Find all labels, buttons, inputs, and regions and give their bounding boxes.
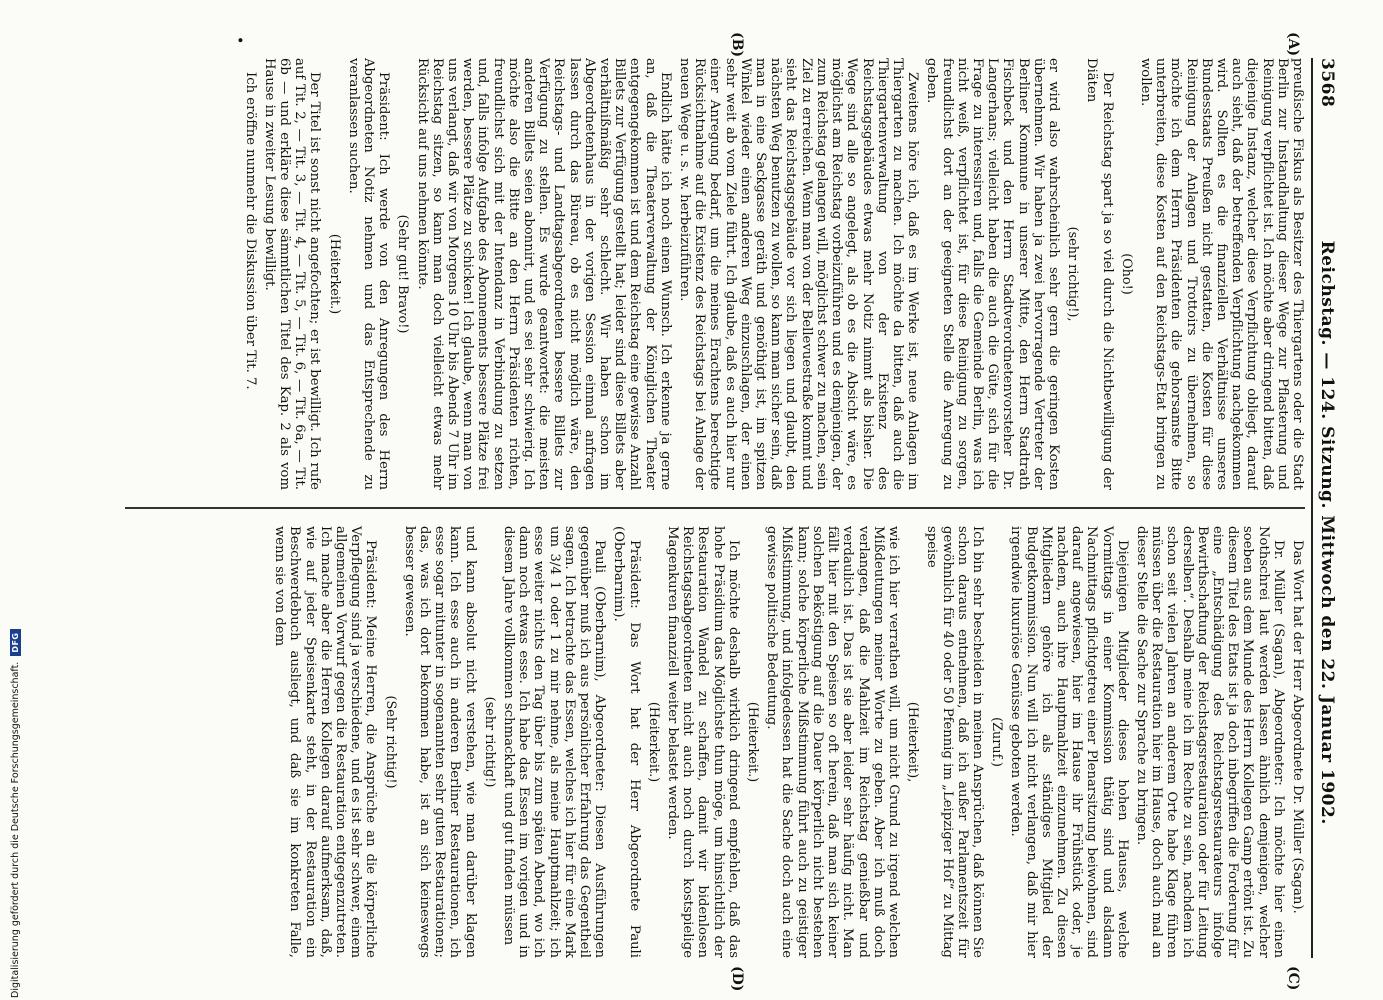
paragraph: preußische Fiskus als Besitzer des Thiergartens oder die Stadt Berlin zur Instandhaltung dieser Wege zur Pflasterung und Reinigung verpflichtet ist. Ich möchte aber dringend bitten, daß diejenige Instanz, welcher diese Verpflichtung obliegt, darauf auch sieht, daß der betreffenden Verpflichtung nachgekommen wird. Sollten es die finanziellen Verhältnisse unseres Bundesstaats Preußen nicht gestatten, die Kosten für diese Reinigung der Anlagen und Trottoirs zu übernehmen, so möchte ich dem Herrn Präsidenten die gehorsamste Bitte unterbreiten, diese Kosten auf den Reichstags-Etat bringen zu wollen.	[1137, 58, 1305, 490]
column-divider	[125, 507, 1305, 509]
session-title: Reichstag. — 124. Sitzung. Mittwoch den 22. Januar 1902.	[1317, 240, 1337, 825]
interjection: (sehr richtig!),	[1065, 226, 1081, 322]
interjection: (Sehr gut! Bravo!)	[395, 214, 411, 334]
margin-marker-b: (B)	[729, 32, 745, 58]
speaker-paragraph: Pauli (Oberbarnim), Abgeordneter: Diesen Ausführungen gegenüber muß ich aus persönlicher Erfahrung das Gegentheil sagen. Ich betrachte das Essen, welches ich hier für eine Mark um 3/4 1 oder 1 zu mir nehme, als meine Hauptmahlzeit; ich esse weiter nichts den Tag über bis zum späten Abend, wo ich dann noch etwas esse. Ich habe das Essen im vorigen und in diesem Jahre vollkommen schmackhaft und gut finden müssen	[501, 526, 608, 958]
funding-text: Digitalisierung gefördert durch die Deutsche Forschungsgemeinschaft.	[10, 661, 21, 998]
margin-marker-a: (A)	[1285, 32, 1301, 57]
left-column	[125, 58, 1305, 490]
dfg-logo: DFG	[10, 630, 21, 656]
text-columns	[125, 32, 1305, 992]
running-head	[1317, 58, 1345, 958]
right-column	[125, 526, 1305, 958]
interjection: (Heiterkeit.)	[645, 701, 661, 783]
interjection: (Oho!)	[1118, 253, 1134, 295]
paragraph: Der Reichstag spart ja so viel durch die Nichtbewilligung der Diäten	[1084, 58, 1115, 490]
speaker-paragraph: Präsident: Meine Herren, die Ansprüche an die körperliche Verpflegung sind ja verschiedene, und es ist sehr schwer, einem allgemeinen Vorwurf gegen die Restauration entgegenzutreten. Ich mache aber die Herren Kollegen darauf aufmerksam, daß, wie auf jeder Speisenkarte steht, in der Restauration ein Beschwerdebuch ausliegt, und daß sie im konkreten Falle, wenn sie von dem	[272, 526, 379, 958]
interjection: (Sehr richtig!)	[382, 695, 398, 789]
interjection: (Heiterkeit),	[905, 701, 921, 783]
speaker-paragraph: Präsident: Das Wort hat der Herr Abgeordnete Pauli (Oberbarnim).	[611, 526, 642, 958]
paragraph: er wird also wahrscheinlich sehr gern die geringen Kosten übernehmen. Wir haben ja zwei hervorragende Vertreter der Berliner Kommune in unserer Mitte, den Herrn Stadtrath Fischbeck und den Herrn Stadtverordnetenvorsteher Dr. Langerhans; vielleicht haben die auch die Güte, sich für die Frage zu interessiren und, falls die Gemeinde Berlin, was ich nicht weiß, verpflichtet ist, für diese Reinigung zu sorgen, freundlichst dort an der geeigneten Stelle die Anregung zu geben.	[924, 58, 1061, 490]
header-rule	[1311, 58, 1313, 958]
speaker-paragraph: Dr. Müller (Sagan), Abgeordneter: Ich möchte hier einen Nothschrei laut werden lassen ähnlich demjenigen, welcher soeben aus dem Munde des Herrn Kollegen Gamp ertönt ist. Zu diesem Titel des Etats ist ja doch inbegriffen die Forderung für eine „Entschädigung des Reichstagsrestaurateurs infolge Bewirthschaftung der Reichstagsrestauration oder für Leitung derselben“. Deshalb meine ich im Rechte zu sein, nachdem ich schon seit vielen Jahren an anderem Orte habe Klage führen müssen über die Restauration hier im Hause, doch auch mal an dieser Stelle die Sache zur Sprache zu bringen.	[1133, 526, 1286, 958]
speaker-paragraph: Präsident: Ich werde von den Anregungen des Herrn Abgeordneten Notiz nehmen und das Entsprechende zu veranlassen suchen.	[345, 58, 392, 490]
paragraph: und kann absolut nicht verstehen, wie man darüber klagen kann. Ich esse auch in anderen Berliner Restaurationen, ich esse sogar mitunter in sogenannten sehr guten Restaurationen; das, was ich dort bekommen habe, ist an sich keineswegs besser gewesen.	[401, 526, 478, 958]
interjection: (Heiterkeit.)	[326, 233, 342, 315]
paragraph: Ich bin sehr bescheiden in meinen Ansprüchen, daß können Sie schon daraus entnehmen, daß ich außer Parlamentszeit für gewöhnlich für 40 oder 50 Pfennig im „Leipziger Hof“ zu Mittag speise	[924, 526, 985, 958]
margin-marker-d: (D)	[729, 966, 745, 992]
funding-footer	[10, 630, 21, 999]
paragraph: Endlich hätte ich noch einen Wunsch. Ich erkenne ja gerne an, daß die Theaterverwaltung der Königlichen Theater entgegengekommen ist und dem Reichstag eine gewisse Anzahl Billets zur Verfügung gestellt hat; leider sind diese Billets aber verhältnißmäßig sehr schlecht. Wir haben schon im Abgeordnetenhaus in der vorigen Session einmal anfragen lassen durch das Büreau, ob es nicht möglich wäre, den Reichstags- und Landtagsabgeordneten bessere Billets zur Verfügung zu stellen. Es wurde geantwortet: die meisten anderen Billets seien abonnirt, und es sei sehr schwierig. Ich möchte also die Bitte an den Herrn Präsidenten richten, freundlichst sich mit der Intendanz in Verbindung zu setzen und, falls infolge Aufgabe des Abonnements bessere Plätze frei werden, bessere Plätze zu schicken! Ich glaube, wenn man von uns verlangt, daß wir von Morgens 10 Uhr bis Abends 7 Uhr im Reichstag sitzen, so kann man doch vielleicht etwas mehr Rücksicht auf uns nehmen könnte.	[414, 58, 673, 490]
interjection: (Zuruf.)	[989, 717, 1005, 767]
paragraph: Zweitens höre ich, daß es im Werke ist, neue Anlagen im Thiergarten zu machen. Ich möchte da bitten, daß auch die Thiergartenverwaltung von der Existenz des Reichstagsgebäudes etwas mehr Notiz nimmt als bisher. Die Wege sind alle so angelegt, als ob es die Absicht wäre, es möglichst am Reichstag vorbeizuführen und es demjenigen, der zum Reichstag gelangen will, möglichst schwer zu machen, sein Ziel zu erreichen. Wenn man von der Bellevuestraße kommt und sieht das Reichstagsgebäude vor sich liegen und glaubt, den nächsten Weg benutzen zu wollen, so kann man sicher sein, daß man in eine Sackgasse geräth und genöthigt ist, im spitzen Winkel wieder einen anderen Weg einzuschlagen, der einen sehr weit ab vom Ziele führt. Ich glaube, daß es auch hier nur einer Anregung bedarf, um die meines Erachtens berechtigte Rücksichtnahme auf die Existenz des Reichstags bei Anlage der neuen Wege u. s. w. herbeizuführen.	[677, 58, 921, 490]
interjection: (Heiterkeit.)	[745, 701, 761, 783]
margin-marker-c: (C)	[1285, 966, 1301, 991]
rotated-page	[100, 32, 1345, 992]
paragraph: Das Wort hat der Herr Abgeordnete Dr. Müller (Sagan).	[1290, 540, 1305, 914]
paragraph: Ich möchte deshalb wirklich dringend empfehlen, daß das hohe Präsidium das Möglichste thun möge, um hinsichtlich der Restauration Wandel zu schaffen, damit wir bidenlosen Reichstagsabgeordneten nicht auch noch durch kostspielige Magenkuren finanziell weiter belastet werden.	[665, 526, 741, 958]
paragraph: Diejenigen Mitglieder dieses hohen Hauses, welche Vormittags in einer Kommission thätig sind und alsdann Nachmittags pflichtgetreu einer Plenarsitzung beiwohnen, sind darauf angewiesen, hier im Hause ihr Frühstück oder, je nachdem, auch ihre Hauptmahlzeit einzunehmen. Zu diesen Mitgliedern gehöre ich als ständiges Mitglied der Budgetkommission. Nun will ich nicht verlangen, daß mir hier irgendwie luxuriöse Genüsse geboten werden.	[1008, 526, 1130, 958]
paragraph: Ich eröffne nunmehr die Diskussion über Tit. 7.	[242, 72, 258, 390]
interjection: (sehr richtig!)	[481, 696, 497, 788]
page-number: 3568	[1317, 58, 1337, 108]
paragraph: wie ich hier verrathen will, um nicht Grund zu irgend welchen Mißdeutungen meiner Worte zu geben. Aber ich muß doch verlangen, daß die Mahlzeit im Reichstag genießbar und verdaulich ist. Das ist sie aber leider sehr häufig nicht. Man fällt hier mit den Speisen so oft herein, daß man sich keiner solchen Beköstigung auf die Dauer körperlich nicht bestehen kann; solche körperliche Mißstimmung führt auch zu geistiger Mißstimmung, und infolgedessen hat die Sache doch auch eine gewisse politische Bedeutung.	[764, 526, 901, 958]
paragraph: Der Titel ist sonst nicht angefochten; er ist bewilligt. Ich rufe auf Tit. 2, — Tit. 3, — Tit. 4, — Tit. 5, — Tit. 6, — Tit. 6a, — Tit. 6b — und erkläre diese sämmtlichen Titel des Kap. 2 als vom Hause in zweiter Lesung bewilligt.	[261, 58, 323, 490]
margin-dot: •	[231, 36, 247, 45]
